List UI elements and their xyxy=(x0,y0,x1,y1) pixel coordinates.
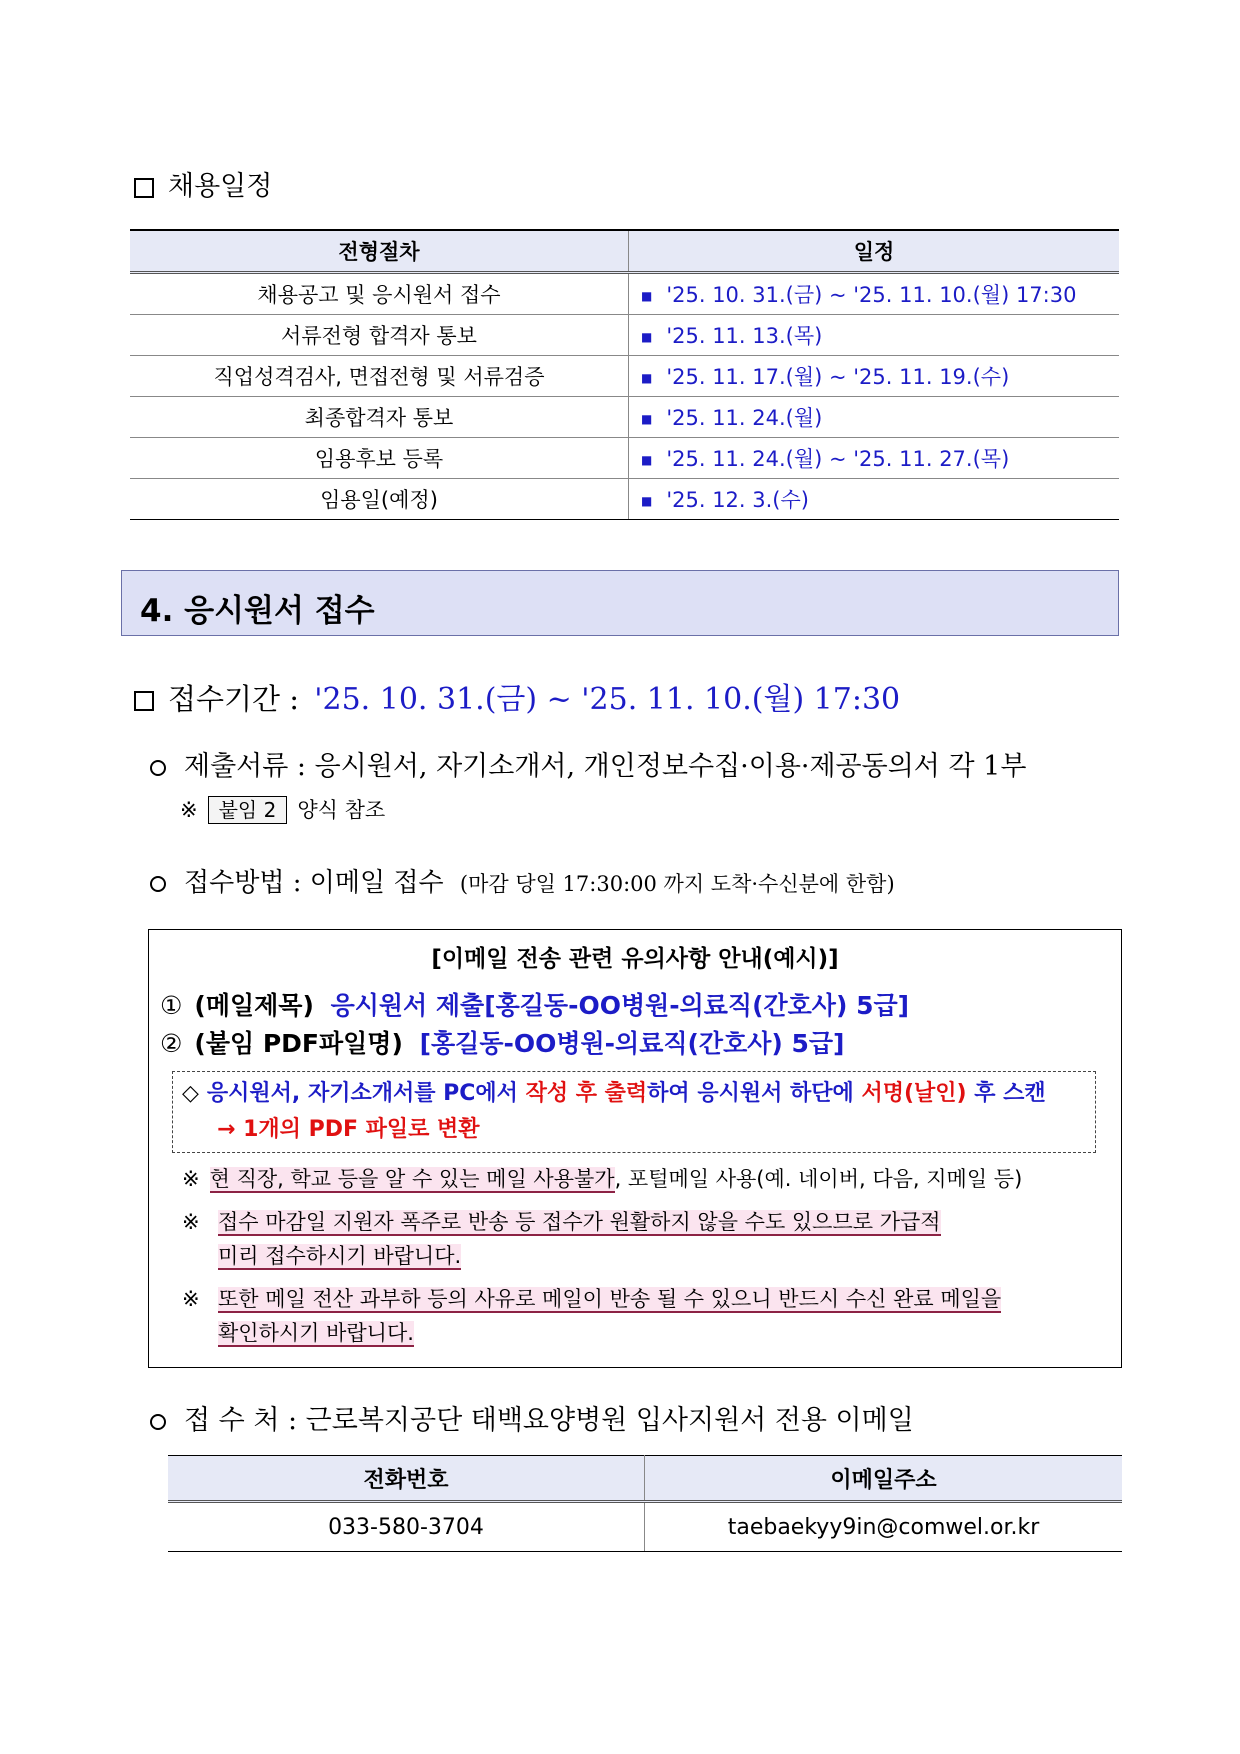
column-header-date: 일정 xyxy=(629,230,1120,273)
bullet-square-icon: ■ xyxy=(641,371,653,385)
checkbox-square-icon xyxy=(134,178,154,198)
column-header-email: 이메일주소 xyxy=(645,1456,1123,1502)
table-row xyxy=(168,1502,1122,1552)
table-row xyxy=(130,397,1119,438)
email-address[interactable]: taebaekyy9in@comwel.or.kr xyxy=(645,1502,1123,1552)
table-row xyxy=(130,438,1119,479)
table-header-row xyxy=(168,1456,1122,1502)
documents-note: ※ 붙임 2 양식 참조 xyxy=(180,798,386,822)
notice-item-filename: ② (붙임 PDF파일명) [홍길동-OO병원-의료직(간호사) 5급] xyxy=(160,1029,845,1058)
schedule-heading: 채용일정 xyxy=(134,164,272,203)
date-cell: '25. 11. 24.(월) ~ '25. 11. 27.(목) xyxy=(666,447,1010,471)
application-period: 접수기간 : '25. 10. 31.(금) ~ '25. 11. 10.(월) 17:30 xyxy=(134,674,900,718)
date-cell: '25. 10. 31.(금) ~ '25. 11. 10.(월) 17:30 xyxy=(666,283,1077,307)
step-cell: 최종합격자 통보 xyxy=(130,397,629,438)
bullet-square-icon: ■ xyxy=(641,494,653,508)
notice-item-subject: ① (메일제목) 응시원서 제출[홍길동-OO병원-의료직(간호사) 5급] xyxy=(160,991,910,1020)
table-row xyxy=(130,479,1119,520)
bullet-square-icon: ■ xyxy=(641,289,653,303)
contact-table xyxy=(168,1455,1122,1552)
step-cell: 임용후보 등록 xyxy=(130,438,629,479)
pdf-instruction-line2: → 1개의 PDF 파일로 변환 xyxy=(217,1117,480,1142)
bullet-square-icon: ■ xyxy=(641,453,653,467)
notice-note-3: ※ 또한 메일 전산 과부하 등의 사유로 메일이 반송 될 수 있으니 반드시 수신 완료 메일을 확인하시기 바랍니다. xyxy=(182,1287,1002,1345)
contact-line: 접 수 처 : 근로복지공단 태백요양병원 입사지원서 전용 이메일 xyxy=(150,1398,914,1437)
circle-bullet-icon xyxy=(150,1414,166,1430)
period-value: '25. 10. 31.(금) ~ '25. 11. 10.(월) 17:30 xyxy=(314,682,901,717)
notice-note-1: ※ 현 직장, 학교 등을 알 수 있는 메일 사용불가, 포털메일 사용(예. 네이버, 다음, 지메일 등) xyxy=(182,1167,1023,1191)
circle-bullet-icon xyxy=(150,876,166,892)
attachment-tag: 붙임 2 xyxy=(208,796,288,824)
notice-note-2: ※ 접수 마감일 지원자 폭주로 반송 등 접수가 원활하지 않을 수도 있으므로 가급적 미리 접수하시기 바랍니다. xyxy=(182,1210,941,1268)
phone-number: 033-580-3704 xyxy=(168,1502,645,1552)
section-title-bar xyxy=(121,570,1119,636)
date-cell: '25. 12. 3.(수) xyxy=(666,488,809,512)
step-cell: 직업성격검사, 면접전형 및 서류검증 xyxy=(130,356,629,397)
date-cell: '25. 11. 24.(월) xyxy=(666,406,823,430)
bullet-square-icon: ■ xyxy=(641,412,653,426)
column-header-step: 전형절차 xyxy=(130,230,629,273)
table-row xyxy=(130,315,1119,356)
circle-bullet-icon xyxy=(150,760,166,776)
table-row xyxy=(130,356,1119,397)
diamond-icon: ◇ xyxy=(182,1081,199,1106)
step-cell: 서류전형 합격자 통보 xyxy=(130,315,629,356)
date-cell: '25. 11. 13.(목) xyxy=(666,324,823,348)
table-row xyxy=(130,273,1119,315)
schedule-table xyxy=(130,229,1119,520)
checkbox-square-icon xyxy=(134,691,154,711)
step-cell: 임용일(예정) xyxy=(130,479,629,520)
method-line: 접수방법 : 이메일 접수 (마감 당일 17:30:00 까지 도착·수신분에 한함) xyxy=(150,862,895,899)
column-header-phone: 전화번호 xyxy=(168,1456,645,1502)
pdf-instruction-line1: ◇ 응시원서, 자기소개서를 PC에서 작성 후 출력하여 응시원서 하단에 서명(날인) 후 스캔 xyxy=(182,1081,1046,1106)
table-header-row xyxy=(130,230,1119,273)
section-title: 4. 응시원서 접수 xyxy=(140,593,375,629)
documents-line: 제출서류 : 응시원서, 자기소개서, 개인정보수집·이용·제공동의서 각 1부 xyxy=(150,744,1026,783)
step-cell: 채용공고 및 응시원서 접수 xyxy=(130,273,629,315)
notice-title: [이메일 전송 관련 유의사항 안내(예시)] xyxy=(431,946,839,972)
bullet-square-icon: ■ xyxy=(641,330,653,344)
date-cell: '25. 11. 17.(월) ~ '25. 11. 19.(수) xyxy=(666,365,1010,389)
